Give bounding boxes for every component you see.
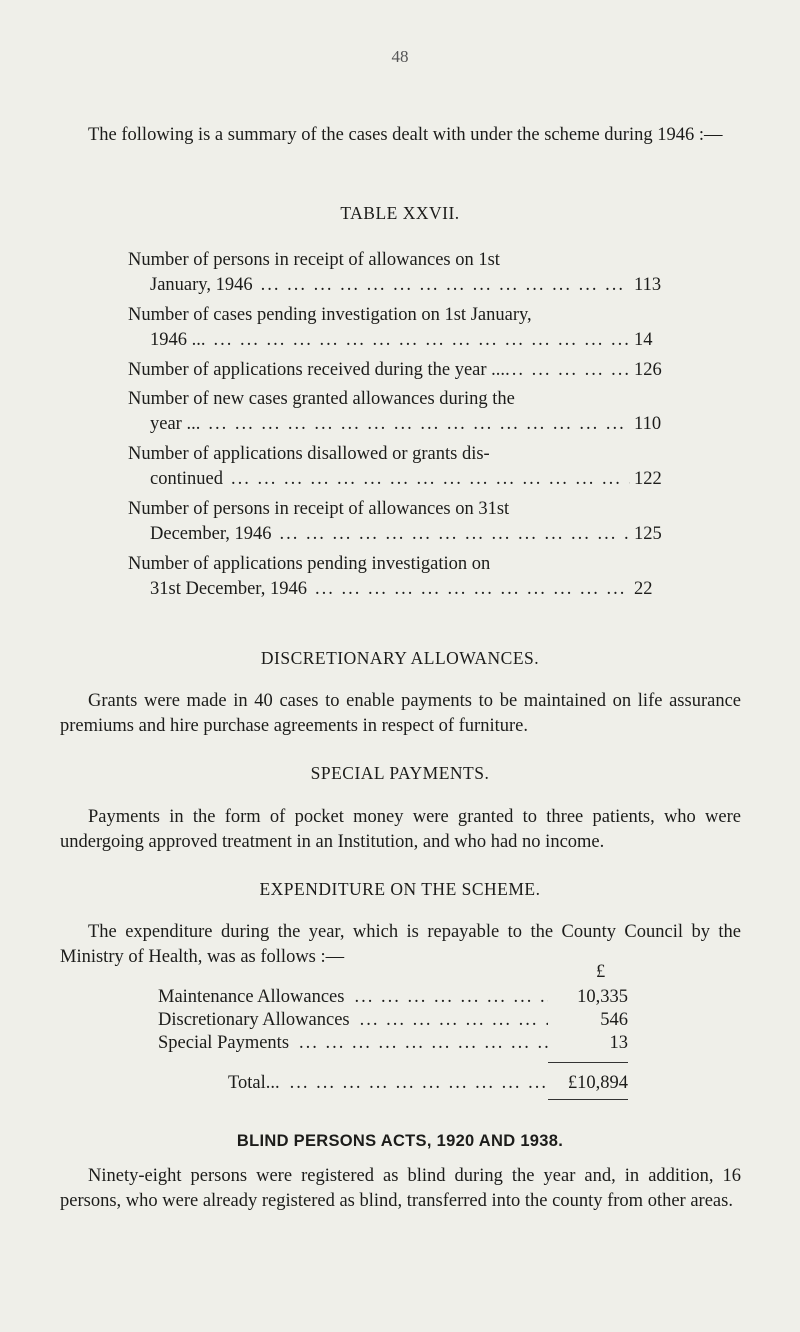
expenditure-amount: 10,335 [577, 987, 628, 1007]
row-value: 126 [634, 360, 662, 380]
expenditure-items [158, 986, 628, 1055]
page-number: 48 [391, 47, 409, 66]
subtotal-rule [548, 1062, 628, 1063]
row-label-last: 31st December, 1946 [150, 579, 307, 599]
table-row [128, 442, 668, 492]
row-label-last: year ... [150, 414, 201, 434]
row-label-first: Number of cases pending investigation on 1st January, [128, 305, 532, 325]
table-row [128, 303, 668, 353]
row-label-last: December, 1946 [150, 524, 272, 544]
table-row [128, 387, 668, 437]
row-value: 110 [634, 414, 662, 434]
row-value: 122 [634, 469, 662, 489]
discretionary-text: Grants were made in 40 cases to enable payments to be maintained on life assurance premiums and hire purchase agreements in respect of furniture. [60, 691, 741, 736]
expenditure-label: Maintenance Allowances [158, 987, 345, 1007]
expenditure-amount: 546 [600, 1010, 628, 1030]
total-amount: £10,894 [567, 1073, 628, 1093]
expenditure-total [228, 1072, 628, 1095]
table-row [128, 497, 668, 547]
expenditure-row [158, 1032, 628, 1055]
expenditure-row [158, 1009, 628, 1032]
row-label-first: Number of persons in receipt of allowances on 1st [128, 250, 500, 270]
row-label-first: Number of applications disallowed or grants dis- [128, 444, 490, 464]
table-title: TABLE XXVII. [340, 203, 460, 223]
blind-paragraph [60, 1164, 741, 1214]
row-label-last: Number of applications received during the year ... [128, 360, 506, 380]
expenditure-heading: EXPENDITURE ON THE SCHEME. [259, 879, 541, 899]
row-label-first: Number of new cases granted allowances during the [128, 389, 515, 409]
row-value: 22 [634, 579, 653, 599]
table-row [128, 248, 668, 298]
special-paragraph [60, 805, 741, 855]
intro-paragraph [60, 123, 741, 148]
expenditure-label: Special Payments [158, 1033, 290, 1053]
total-label: Total... [228, 1073, 280, 1093]
table-row [128, 552, 668, 602]
row-value: 125 [634, 524, 662, 544]
currency-symbol: £ [596, 962, 606, 982]
table-row [128, 358, 668, 383]
special-heading: SPECIAL PAYMENTS. [310, 763, 490, 783]
row-label-last: continued [150, 469, 223, 489]
row-value: 113 [634, 275, 662, 295]
row-label-first: Number of persons in receipt of allowances on 31st [128, 499, 510, 519]
blind-heading: BLIND PERSONS ACTS, 1920 AND 1938. [236, 1132, 564, 1150]
expenditure-text: The expenditure during the year, which is repayable to the County Council by the Ministry of Health, was as follows :— [60, 922, 741, 967]
row-label-last: January, 1946 [150, 275, 253, 295]
intro-text: The following is a summary of the cases dealt with under the scheme during 1946 :— [88, 125, 723, 145]
discretionary-paragraph [60, 689, 741, 739]
blind-text: Ninety-eight persons were registered as blind during the year and, in addition, 16 persons, who were already registered as blind, transferred into the county from other areas. [60, 1166, 741, 1211]
expenditure-amount: 13 [609, 1033, 628, 1053]
total-rule [548, 1099, 628, 1100]
expenditure-paragraph [60, 920, 741, 970]
row-value: 14 [634, 330, 653, 350]
expenditure-label: Discretionary Allowances [158, 1010, 350, 1030]
special-text: Payments in the form of pocket money were granted to three patients, who were undergoing approved treatment in an Institution, and who had no income. [60, 807, 741, 852]
row-label-first: Number of applications pending investigation on [128, 554, 491, 574]
row-label-last: 1946 ... [150, 330, 206, 350]
expenditure-row [158, 986, 628, 1009]
discretionary-heading: DISCRETIONARY ALLOWANCES. [260, 648, 540, 668]
